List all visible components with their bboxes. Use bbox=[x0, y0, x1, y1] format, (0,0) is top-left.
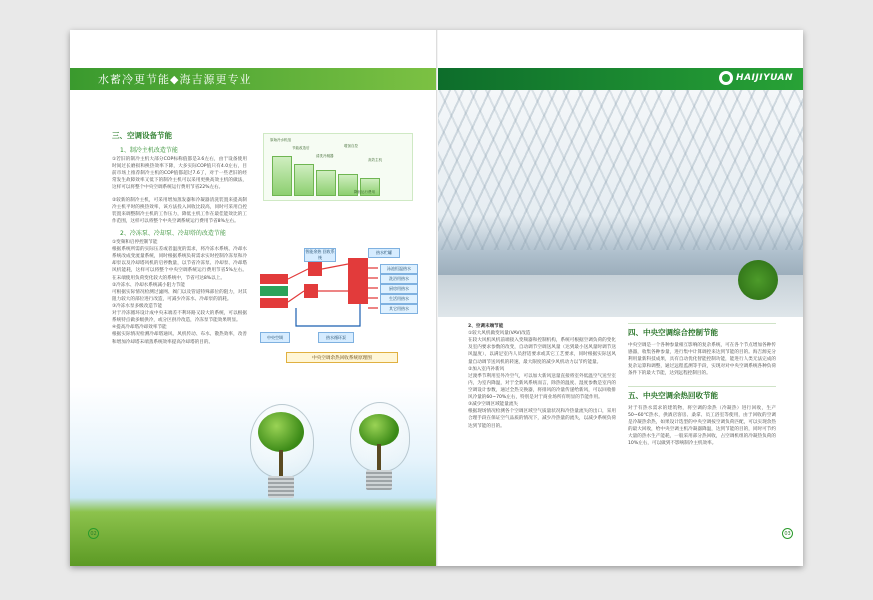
section-title-5: 五、中央空调余热回收节能 bbox=[628, 386, 776, 401]
page-number-left: 02 bbox=[88, 528, 99, 539]
domestic-water-box: 生活用热水 bbox=[380, 294, 418, 304]
diagram-label: 清洗冷凝器 bbox=[316, 154, 334, 158]
heat-recovery-diagram bbox=[256, 248, 418, 361]
section-title-3: 三、空调设备节能 bbox=[112, 131, 172, 140]
ceiling-lattice bbox=[438, 90, 803, 250]
right-text-column-1 bbox=[468, 323, 616, 430]
central-ac-box: 中央空调 bbox=[260, 332, 290, 343]
diagram-label: 节能改造后 bbox=[292, 146, 310, 150]
eco-bulbs-photo bbox=[70, 386, 436, 566]
brochure-spread bbox=[70, 30, 803, 566]
paragraph: 可根据实际情况检测过滤网、阀门以及管道特殊部位的阻力，对其阻力较大的部位进行改造，可减少冷冻水、冷却泵的消耗。 bbox=[112, 289, 247, 302]
trunk bbox=[279, 450, 283, 476]
atrium-photo bbox=[438, 90, 803, 317]
chiller-retrofit-diagram bbox=[263, 133, 413, 201]
tagline: 水蓄冷更节能◆海吉源更专业 bbox=[98, 73, 252, 86]
left-text-column bbox=[112, 130, 247, 346]
paragraph: ②加入室内补新风 bbox=[468, 366, 505, 372]
trunk bbox=[377, 444, 381, 470]
paragraph: ④提高冷却塔冷却效率节能 bbox=[112, 325, 167, 331]
diagram-caption: 中央空调余热回收系统原理图 bbox=[286, 352, 398, 363]
plant bbox=[738, 260, 778, 300]
bulb-base bbox=[366, 470, 392, 490]
bath-water-box: 洗浴用热水 bbox=[380, 274, 418, 284]
logo-text: HAIJIYUAN bbox=[736, 73, 793, 83]
paragraph: ③冷冻水泵多级改造节能 bbox=[112, 303, 163, 309]
diagram-label: 原始冷水机组 bbox=[270, 138, 291, 142]
diagram-label: 增加自控 bbox=[344, 144, 358, 148]
paragraph: ①若旧的制冷主机大部分COP标称值都是3.6左右，由于设备使用时间过长磨损和换热效率下降，大多实际COP值只有4.0左右，目前市场上推荐制冷主机的COP值都超过7.6了，对于一些老旧的经常发生故障效率又低下的制冷主机可以采用更换高效主机的做法，这样可以将整个中央空调系统运行费用节省22%左右。 bbox=[112, 157, 247, 191]
heat-recovery-unit-box: 智能余热 回收系统 bbox=[305, 249, 335, 260]
paragraph: ②较新的制冷主机，可采用增加蒸发器和冷凝器清洗装置来提高制冷主机平时的换热效率，该方法投入回收比较高，同时可采用自控装置来调整制冷主机的工作压力，降低主机工作在最佳能效比的工作范围，这样可以将整个中央空调系统运行费用节省8%左右。 bbox=[112, 197, 247, 224]
diagram-bar bbox=[316, 170, 336, 196]
diagram-label: 高效主机 bbox=[368, 158, 382, 162]
paragraph: ③减少空调区域能量流失 bbox=[468, 402, 519, 408]
paragraph: 根据现场情况检测各个空调区域空气质量状况和冷热量流失的出口，采用合理手段在保证空气品质的情况下，减少冷热量的流失，以减少系统负荷达到节能的目的。 bbox=[468, 409, 616, 429]
paragraph: 根据实际情况检测冷却塔通风、风机传动、布水、散热效率，改善和增加冷却塔末端蒸系统效率提高冷却塔的目的。 bbox=[112, 332, 247, 345]
circulation-pump-box: 热水循环泵 bbox=[318, 332, 354, 343]
diagram-label: 降低运行费用 bbox=[354, 190, 375, 194]
bulb-base bbox=[268, 476, 294, 498]
subsection-title-1: 1、制冷主机改造节能 bbox=[120, 147, 178, 154]
tree-icon bbox=[359, 414, 399, 446]
kitchen-water-box: 厨房用热水 bbox=[380, 284, 418, 294]
spine-shadow bbox=[436, 30, 438, 566]
left-header-band bbox=[70, 68, 436, 90]
page-number-right: 03 bbox=[782, 528, 793, 539]
paragraph: 对于有热水需求的建筑物，将空调的余热（冷凝热）进行回收，生产50~60℃热水，供酒店客房、桑拿、员工浴室等使用，由于回收的空调是冷凝热余热，如果设计选型的中央空调按空调负荷匹配，可以实现余热的最大回收，给中央空调主机冷凝器降温，达到节能的目的，同时可节约大量的热水生产能耗，一般采用部分热回收，占空调机组的冷凝热负荷的10%左右，可以做到不影响制冷主机效率。 bbox=[628, 405, 776, 447]
paragraph: ①较大风机做变风量(VAV)改造 bbox=[468, 331, 531, 337]
right-header-band bbox=[438, 68, 803, 90]
paragraph: 在较大风机风机前端接入变频器和控制机构，系统可根据空调负荷的变化及室内要求参数的改变，自动调节空调送风量（达到最小送风量时调节送风温度），以满足室内人员舒适要求或其它工艺要求，同时根据实际送风量自动调节送风机的转速，最大限度的减少风机动力以节约能量。 bbox=[468, 338, 616, 365]
diagram-bar bbox=[294, 164, 314, 196]
paragraph: ①变频和启停控制节能 bbox=[112, 239, 158, 245]
right-text-column-2 bbox=[628, 323, 776, 447]
paragraph: 根据系统所需的实际压差或者温度的需求，将冷冻水系统、冷却水系统改成变流量系统，同时根据系统负荷需求实时控制冷冻泵和冷却泵以及冷却塔风机的启停数量，以节省冷冻泵、冷却泵、冷却塔风机能耗，这样可以将整个中央空调系统运行费用节省5%左右。在末端使用负荷变化较大的系统中，节省可达8%以上。 bbox=[112, 247, 247, 281]
other-water-box: 其它用热水 bbox=[380, 304, 418, 314]
paragraph: 对于冷冻循环设计成中央末端差不利环路又较大的系统，可以根据系统特点做多级供冷，或分区供冷改造，冷冻泵节能效果明显。 bbox=[112, 311, 247, 324]
brand-logo bbox=[719, 71, 793, 85]
paragraph: 中央空调是一个各种参量相互影响的复杂系统，可在各个节点增加各种传感器，收集各种参量，进行集中计算调控来达到节能的目的。海吉源充分利用量新科技成果，具有自动优化智能控制功能，能进行人类无法完成的复杂运算和调整，通过远程监测等手段，实现对对中央空调系统各种负荷条件下的最大节能，达到远程控制目的。 bbox=[628, 343, 776, 377]
water-tank-box: 热水贮罐 bbox=[368, 248, 400, 258]
paragraph: ②冷冻水、冷却水系统减小阻力节能 bbox=[112, 282, 186, 288]
subsection-title-2: 2、冷冻泵、冷却泵、冷却塔的改造节能 bbox=[120, 229, 226, 237]
logo-mark-icon bbox=[719, 71, 733, 85]
diagram-bar bbox=[272, 156, 292, 196]
section-title-4: 四、中央空调综合控制节能 bbox=[628, 323, 776, 338]
subsection-title: 2、空调末端节能 bbox=[468, 324, 504, 329]
paragraph: 过渡季节利用室外冷空气，可以加大新风送量直接将室外低温空气送至室内，为室内降温，对于全新风系统而言，除热的温度、湿度参数是室内的空调设计参数，通过全热交换器，将排风的冷量传递给新风，可以回收排风冷量的60~70%左右，特别是对于商业场所有明显的节能作用。 bbox=[468, 373, 616, 401]
pool-water-box: 泳池恒温热水 bbox=[380, 264, 418, 274]
tree-icon bbox=[258, 412, 304, 452]
